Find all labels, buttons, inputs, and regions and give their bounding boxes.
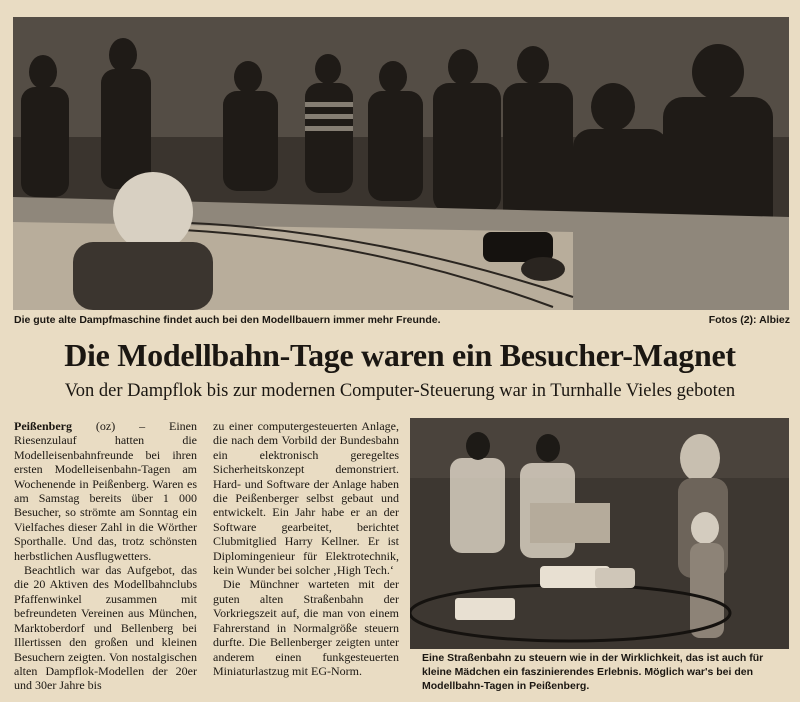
headline: Die Modellbahn-Tage waren ein Besucher-Magnet bbox=[64, 337, 736, 373]
right-photo-caption: Eine Straßenbahn zu steuern wie in der Wirklichkeit, das ist auch für kleine Mädchen ein faszinierendes Erlebnis. Möglich war's bei den Modellbahn-Tagen in Peißenberg. bbox=[422, 652, 764, 692]
paragraph: zu einer computergesteuerten Anlage, die nach dem Vorbild der Bundesbahn ein elektronisch geregeltes Sicherheitskonzept demonstriert. Hard- und Software der Anlage haben die Peißenberger selbst gebaut und entwickelt. Ein Jahr habe er an der Software gearbeitet, berichtet Clubmitglied Harry Kellner. Er ist Diplomingenieur für Elektrotechnik, kein Wunder bei solcher ‚High Tech.‘ bbox=[213, 419, 399, 578]
paragraph-text: (oz) – Einen Riesenzulauf hatten die Modelleisenbahnfreunde bei ihren ersten Modelleisenbahn-Tagen am Wochenende in Peißenberg. Waren es am Samstag bereits über 1 000 Besucher, so strömte am Sonntag ein Vielfaches dieser Zahl in die Wörther Sporthalle. Und das, trotz schönsten herbstlichen Ausflugwetters. bbox=[14, 419, 197, 563]
article-column-2 bbox=[213, 419, 399, 678]
dateline: Peißenberg bbox=[14, 419, 72, 433]
article-column-1 bbox=[14, 419, 197, 693]
paragraph: Die Münchner warteten mit der guten alten Straßenbahn der Vorkriegszeit auf, die man von einem Fahrerstand in Normalgröße steuern durfte. Die Bellenberger zeigten unter anderem einen funkgesteuerten Miniaturlastzug mit EG-Norm. bbox=[213, 577, 399, 678]
paragraph: Beachtlich war das Aufgebot, das die 20 Aktiven des Modellbahnclubs Pfaffenwinkel zusammen mit befreundeten Vereinen aus München, Marktoberdorf und Bellenberg bei Illertissen den großen und kleinen Besuchern zeigten. Von nostalgischen alten Dampflok-Modellen der 20er und 30er Jahre bis bbox=[14, 563, 197, 693]
subheadline: Von der Dampflok bis zur modernen Computer-Steuerung war in Turnhalle Vieles geboten bbox=[64, 381, 736, 401]
top-photo-caption-bar bbox=[14, 313, 790, 327]
paragraph bbox=[14, 419, 197, 563]
photo-credit: Fotos (2): Albiez bbox=[708, 314, 790, 326]
top-photo-caption: Die gute alte Dampfmaschine findet auch bei den Modellbauern immer mehr Freunde. bbox=[14, 314, 441, 326]
right-photo bbox=[410, 418, 789, 649]
top-photo bbox=[13, 17, 789, 310]
